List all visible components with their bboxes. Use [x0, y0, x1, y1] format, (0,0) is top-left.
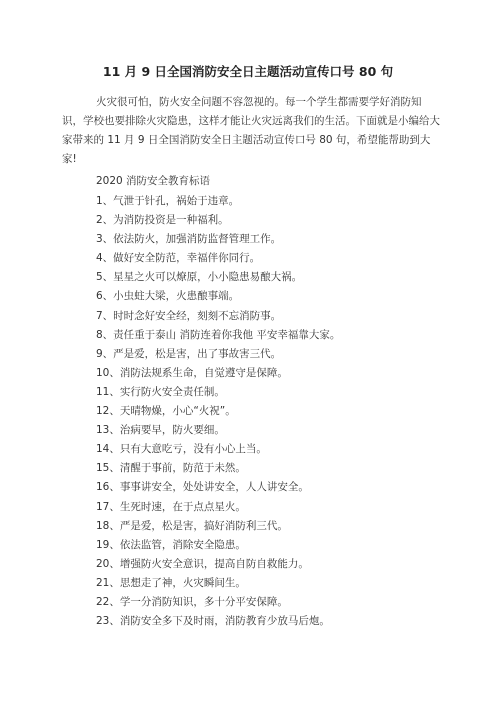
- slogan-item: 13、治病要早，防火要细。: [96, 424, 225, 437]
- slogan-item: 3、依法防火，加强消防监督管理工作。: [96, 233, 282, 246]
- slogan-item: 15、清醒于事前，防范于未然。: [96, 462, 246, 475]
- slogan-item: 16、事事讲安全，处处讲安全，人人讲安全。: [96, 481, 309, 494]
- slogan-item: 23、消防安全多下及时雨，消防教育少放马后炮。: [96, 615, 330, 628]
- slogan-item: 20、增强防火安全意识，提高自防自救能力。: [96, 557, 309, 570]
- slogan-item: 4、做好安全防范，幸福伴你同行。: [96, 252, 261, 265]
- slogan-item: 18、严是爱，松是害，搞好消防利三代。: [96, 519, 288, 532]
- slogan-item: 2、为消防投资是一种福利。: [96, 214, 229, 227]
- slogan-item: 7、时时念好安全经，刻刻不忘消防事。: [96, 309, 282, 322]
- slogan-item: 8、责任重于泰山 消防连着你我他 平安幸福靠大家。: [96, 328, 341, 341]
- slogan-item: 6、小虫蛀大梁，火患酿事端。: [96, 290, 240, 303]
- slogan-item: 5、星星之火可以燎原，小小隐患易酿大祸。: [96, 271, 303, 284]
- slogan-item: 10、消防法规系生命，自觉遵守是保障。: [96, 366, 288, 379]
- slogan-item: 1、气泄于针孔，祸始于违章。: [96, 195, 240, 207]
- slogan-item: 19、依法监管，消除安全隐患。: [96, 538, 246, 551]
- section-heading: 2020 消防安全教育标语: [96, 175, 211, 187]
- slogan-item: 11、实行防火安全责任制。: [96, 385, 225, 398]
- intro-paragraph: 火灾很可怕，防火安全问题不容忽视的。每一个学生都需要学好消防知识，学校也要排除火灾隐患，这样才能让火灾远离我们的生活。下面就是小编给大家带来的 11 月 9 日全国消防安全日主题活动宣传口号 80 句，希望能帮助到大家!: [62, 96, 440, 165]
- slogan-item: 21、思想走了神，火灾瞬间生。: [96, 576, 246, 589]
- page-title: 11 月 9 日全国消防安全日主题活动宣传口号 80 句: [102, 64, 394, 79]
- slogan-list: [96, 192, 340, 631]
- slogan-item: 9、严是爱，松是害，出了事故害三代。: [96, 347, 282, 360]
- slogan-item: 22、学一分消防知识，多十分平安保障。: [96, 595, 288, 608]
- slogan-item: 12、天晴物燥，小心“火祝”。: [96, 405, 236, 418]
- slogan-item: 17、生死时速，在于点点星火。: [96, 500, 246, 513]
- slogan-item: 14、只有大意吃亏，没有小心上当。: [96, 443, 267, 456]
